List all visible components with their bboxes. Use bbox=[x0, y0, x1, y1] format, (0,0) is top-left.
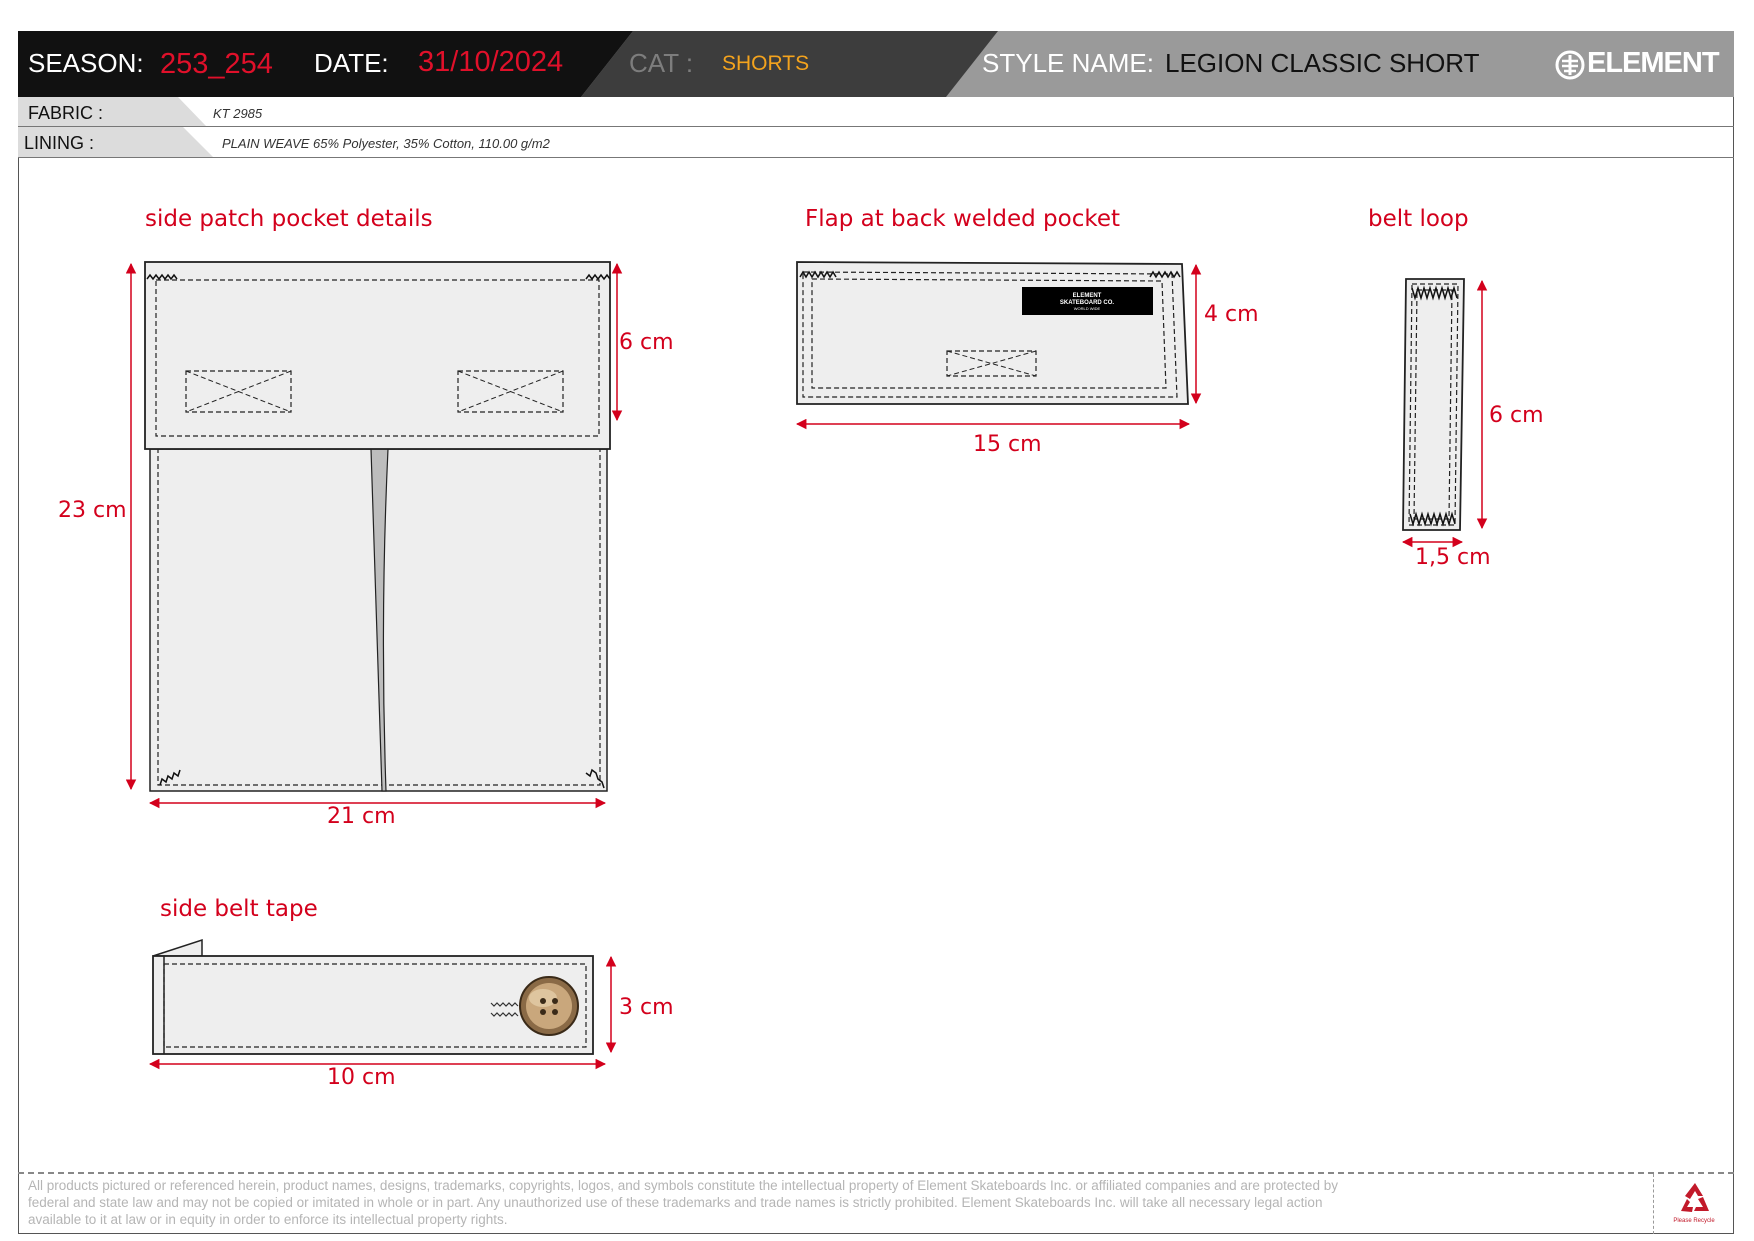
cat-value: SHORTS bbox=[722, 52, 810, 75]
recycle-badge bbox=[1653, 1174, 1734, 1234]
belt-loop-drawing bbox=[1403, 279, 1464, 530]
fabric-value: KT 2985 bbox=[213, 106, 263, 121]
flap-label-line2: SKATEBOARD CO. bbox=[1059, 300, 1115, 306]
tape-width-label: 10 cm bbox=[327, 1065, 396, 1090]
footer bbox=[18, 1172, 1734, 1234]
date-label: DATE: bbox=[314, 48, 389, 78]
flap-height-label: 4 cm bbox=[1204, 302, 1259, 327]
lining-label: LINING : bbox=[24, 133, 95, 153]
loop-height-label: 6 cm bbox=[1489, 403, 1544, 428]
style-name-value: LEGION CLASSIC SHORT bbox=[1165, 48, 1480, 78]
pocket-height-label: 23 cm bbox=[58, 498, 127, 523]
loop-title: belt loop bbox=[1368, 206, 1469, 232]
flap-label-line1: ELEMENT bbox=[1072, 293, 1102, 299]
welded-pocket-flap-drawing bbox=[797, 262, 1188, 404]
season-value: 253_254 bbox=[160, 48, 273, 80]
recycle-icon bbox=[1676, 1180, 1714, 1216]
recycle-label: Please Recycle bbox=[1673, 1218, 1715, 1224]
tape-title: side belt tape bbox=[160, 896, 318, 922]
loop-width-label: 1,5 cm bbox=[1415, 545, 1491, 570]
flap-title: Flap at back welded pocket bbox=[805, 206, 1121, 232]
pocket-title: side patch pocket details bbox=[145, 206, 433, 232]
pocket-flap-height-label: 6 cm bbox=[619, 330, 674, 355]
season-label: SEASON: bbox=[28, 48, 144, 78]
fabric-label: FABRIC : bbox=[28, 103, 104, 123]
date-value: 31/10/2024 bbox=[418, 46, 564, 78]
brand-logo: ELEMENT bbox=[1587, 47, 1719, 79]
pocket-width-label: 21 cm bbox=[327, 804, 396, 829]
legal-notice: All products pictured or referenced herein, product names, designs, trademarks, copyrights, logos, and symbols constitute the intellectual property of Element Skateboards Inc. or affiliated companies and are protected by federal and state law and may not be copied or imitated in whole or in part. Any unauthorized use of these trademarks and trade names is strictly prohibited. Element Skateboards Inc. will take all necessary legal action available to it at law or in equity in order to enforce its intellectual property rights. bbox=[28, 1178, 1338, 1227]
tape-height-label: 3 cm bbox=[619, 995, 674, 1020]
side-patch-pocket-drawing bbox=[145, 262, 610, 791]
button-icon bbox=[520, 977, 578, 1035]
cat-label: CAT : bbox=[629, 48, 694, 78]
lining-value: PLAIN WEAVE 65% Polyester, 35% Cotton, 110.00 g/m2 bbox=[222, 136, 550, 151]
flap-width-label: 15 cm bbox=[973, 432, 1042, 457]
style-name-label: STYLE NAME: bbox=[982, 48, 1154, 78]
flap-label-line3: WORLD WIDE bbox=[1073, 306, 1101, 311]
